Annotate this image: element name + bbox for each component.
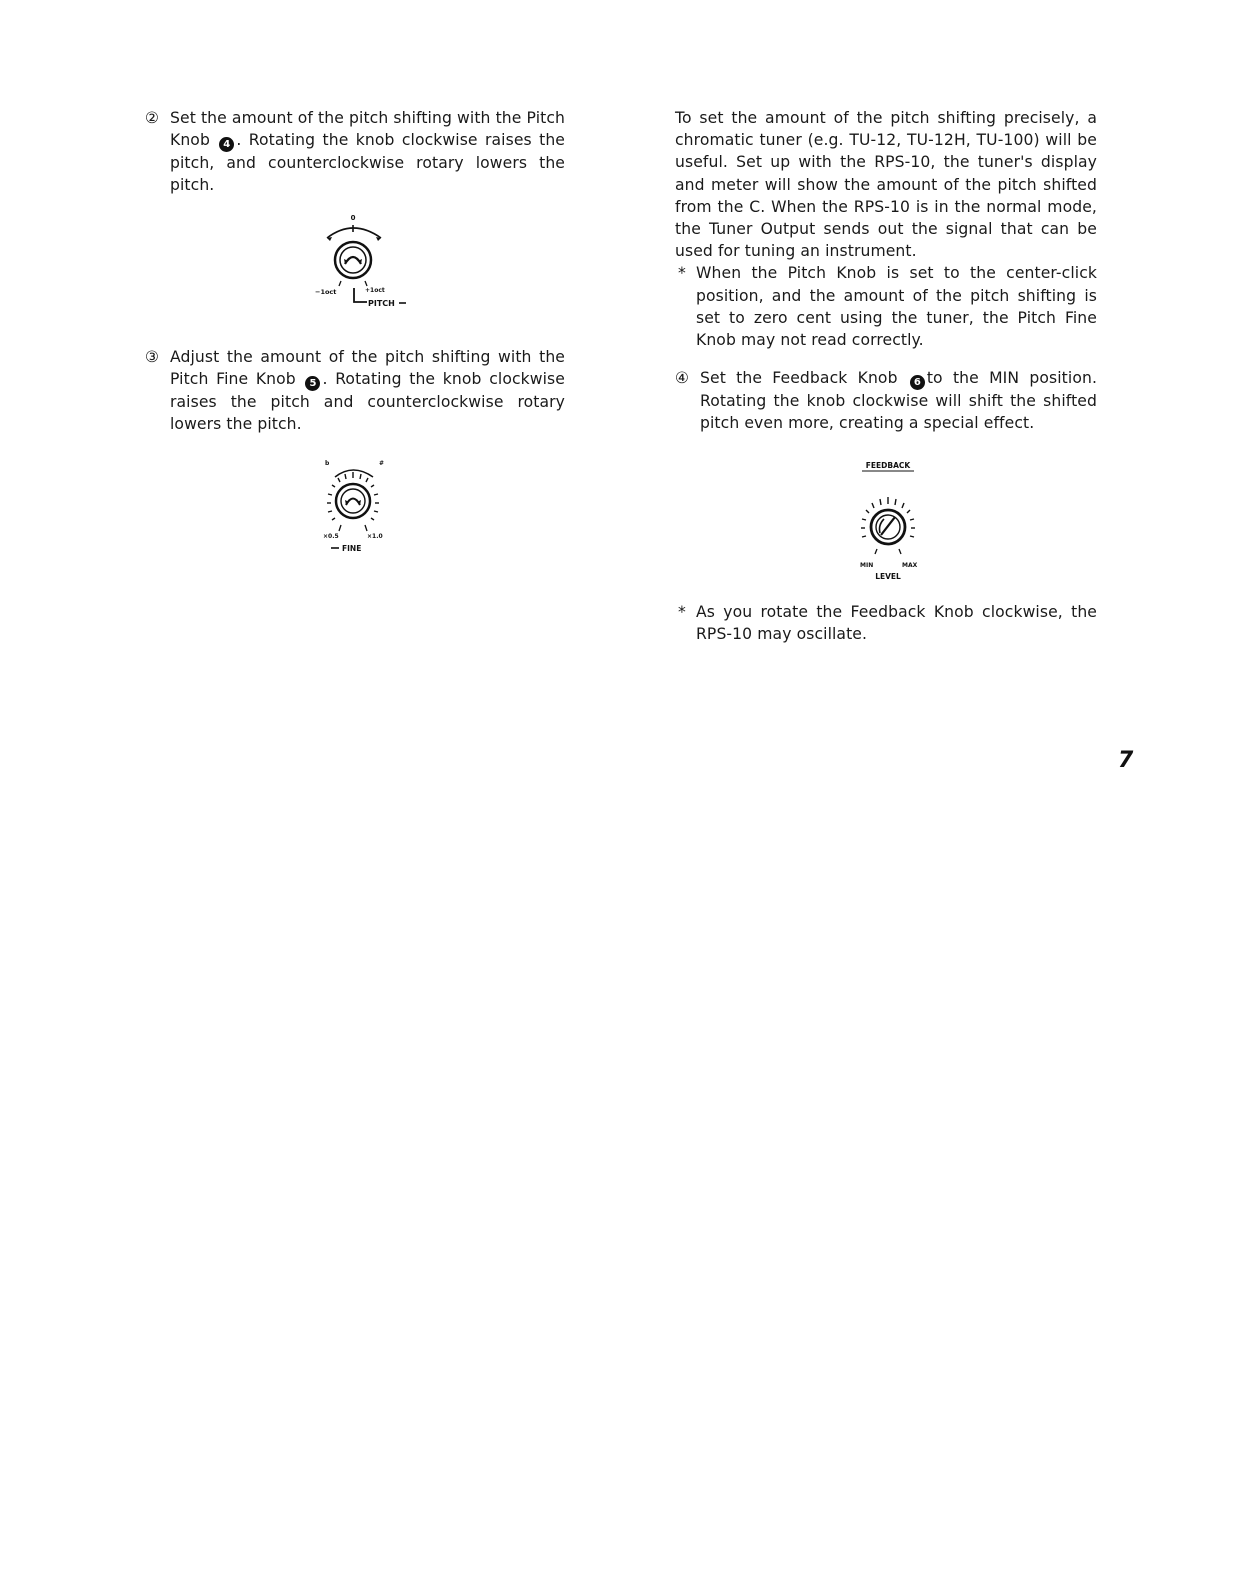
step-4-text-b: to the MIN position. Rotating the knob clockwise will shift the shifted pitch even more, creating a special effect. bbox=[700, 369, 1097, 433]
note-oscillate-text: As you rotate the Feedback Knob clockwise, the RPS-10 may oscillate. bbox=[696, 603, 1097, 644]
step-3-text-a: Adjust the amount of the pitch shifting with the Pitch Fine Knob bbox=[170, 348, 565, 389]
pitch-knob-name: PITCH bbox=[368, 299, 395, 308]
pitch-left-label: −1oct bbox=[315, 288, 337, 296]
feedback-knob-figure bbox=[840, 455, 940, 585]
page-number: 7 bbox=[1118, 748, 1134, 773]
fine-flat-mark: b bbox=[325, 460, 330, 467]
step-number: ④ bbox=[675, 369, 690, 387]
note-oscillate bbox=[675, 601, 1097, 645]
fine-knob-name: FINE bbox=[342, 544, 362, 553]
fine-left-label: ×0.5 bbox=[323, 533, 339, 540]
step-3-text-b: . Rotating the knob clockwise raises the pitch and counterclockwise rotary lowers the pitch. bbox=[170, 370, 565, 434]
feedback-max-label: MAX bbox=[902, 562, 918, 569]
fine-knob-figure bbox=[315, 455, 405, 560]
note-asterisk: * bbox=[678, 603, 686, 621]
pitch-arc-icon bbox=[327, 228, 381, 238]
fine-right-label: ×1.0 bbox=[367, 533, 383, 540]
right-column bbox=[675, 107, 1097, 351]
right-column-step4 bbox=[675, 367, 1097, 434]
right-column-note2 bbox=[675, 601, 1097, 645]
note-asterisk: * bbox=[678, 264, 686, 283]
tuner-intro-paragraph: To set the amount of the pitch shifting precisely, a chromatic tuner (e.g. TU-12, TU-12H, TU-100) will be useful. Set up with the RPS-10, the tuner's display and meter will show the amount of the pitch shifted from the C. When the RPS-10 is in the normal mode, the Tuner Output sends out the signal that can be used for tuning an instrument. bbox=[675, 109, 1097, 261]
step-2-text-a: Set the amount of the pitch shifting with the Pitch Knob bbox=[170, 109, 565, 150]
feedback-knob-name: LEVEL bbox=[875, 572, 901, 581]
left-column bbox=[145, 107, 565, 197]
step-4-paragraph bbox=[675, 367, 1097, 434]
step-2-paragraph bbox=[145, 107, 565, 197]
left-column-lower bbox=[145, 346, 565, 436]
step-number: ③ bbox=[145, 348, 160, 366]
pitch-right-label: +1oct bbox=[365, 287, 385, 294]
feedback-title: FEEDBACK bbox=[865, 461, 911, 470]
pitch-knob-figure bbox=[305, 208, 425, 318]
pitch-top-mark: 0 bbox=[350, 214, 356, 222]
note-center-click bbox=[675, 262, 1097, 351]
fine-arc-icon bbox=[335, 470, 373, 477]
step-number: ② bbox=[145, 109, 160, 127]
step-2-text-b: . Rotating the knob clockwise raises the pitch, and counterclockwise rotary lowers the pitch. bbox=[170, 131, 565, 195]
knob-reference-badge: 5 bbox=[305, 376, 320, 391]
note-center-click-text: When the Pitch Knob is set to the center-click position, and the amount of the pitch shifting is set to zero cent using the tuner, the Pitch Fine Knob may not read correctly. bbox=[696, 264, 1097, 350]
step-3-paragraph bbox=[145, 346, 565, 436]
feedback-min-label: MIN bbox=[860, 562, 874, 569]
feedback-scale-ticks-icon bbox=[861, 497, 915, 537]
knob-reference-badge: 6 bbox=[910, 375, 925, 390]
fine-sharp-mark: # bbox=[379, 460, 385, 467]
step-4-text-a: Set the Feedback Knob bbox=[700, 369, 898, 387]
knob-reference-badge: 4 bbox=[219, 137, 234, 152]
